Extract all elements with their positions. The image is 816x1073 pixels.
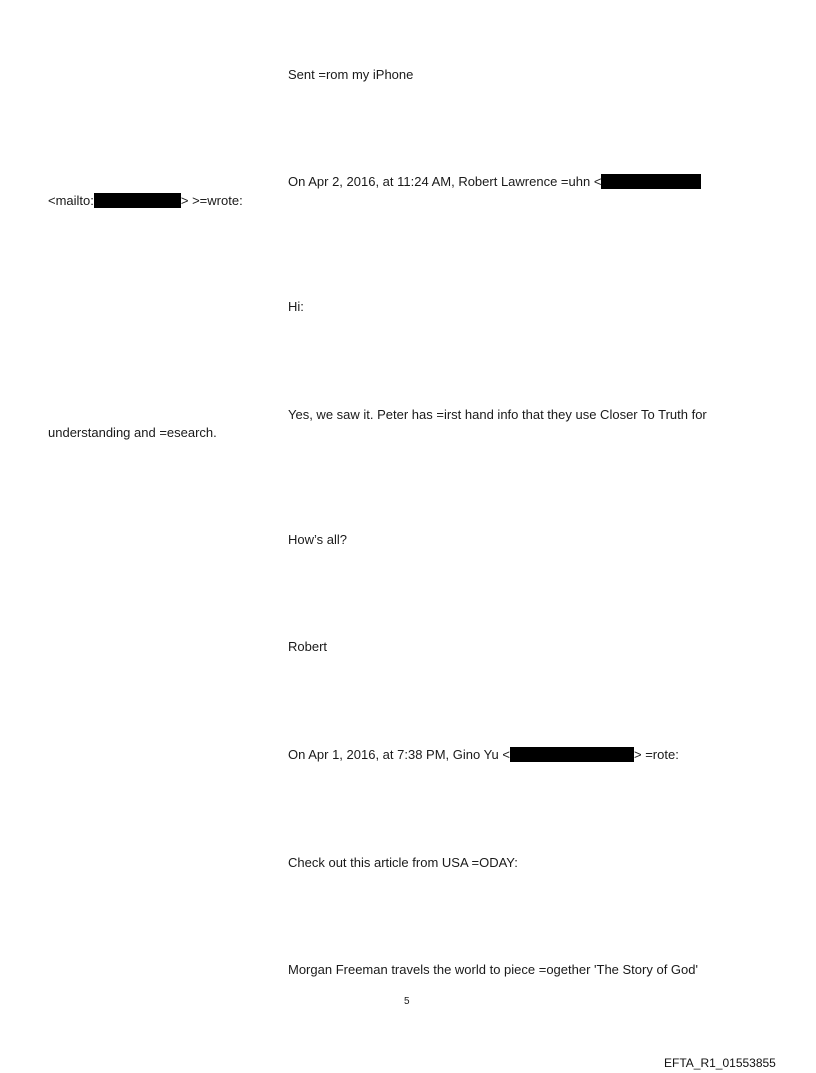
signoff-line: Robert xyxy=(288,639,328,654)
quote-header-2 xyxy=(288,747,679,763)
page-number: 5 xyxy=(404,996,410,1007)
greeting-line: Hi: xyxy=(288,299,304,314)
mailto-line xyxy=(48,193,243,209)
quote-header-1 xyxy=(288,174,701,190)
quote-header-1-text: On Apr 2, 2016, at 11:24 AM, Robert Lawrence =uhn < xyxy=(288,174,602,189)
mailto-prefix: <mailto: xyxy=(48,193,94,208)
mailto-suffix: > >=wrote: xyxy=(180,193,243,208)
body-line-1: Yes, we saw it. Peter has =irst hand info that they use Closer To Truth for xyxy=(288,407,707,422)
bates-number: EFTA_R1_01553855 xyxy=(664,1056,776,1070)
redaction-box xyxy=(601,174,701,189)
quote-header-2-suffix: > =rote: xyxy=(634,747,679,762)
check-out-line: Check out this article from USA =ODAY: xyxy=(288,855,518,870)
question-line: How’s all? xyxy=(288,532,348,547)
redaction-box xyxy=(510,747,634,762)
sent-from-line: Sent =rom my iPhone xyxy=(288,67,414,82)
quote-header-2-prefix: On Apr 1, 2016, at 7:38 PM, Gino Yu < xyxy=(288,747,510,762)
redaction-box xyxy=(94,193,181,208)
body-line-2: understanding and =esearch. xyxy=(48,425,217,440)
article-title-line: Morgan Freeman travels the world to piece =ogether 'The Story of God' xyxy=(288,962,698,977)
